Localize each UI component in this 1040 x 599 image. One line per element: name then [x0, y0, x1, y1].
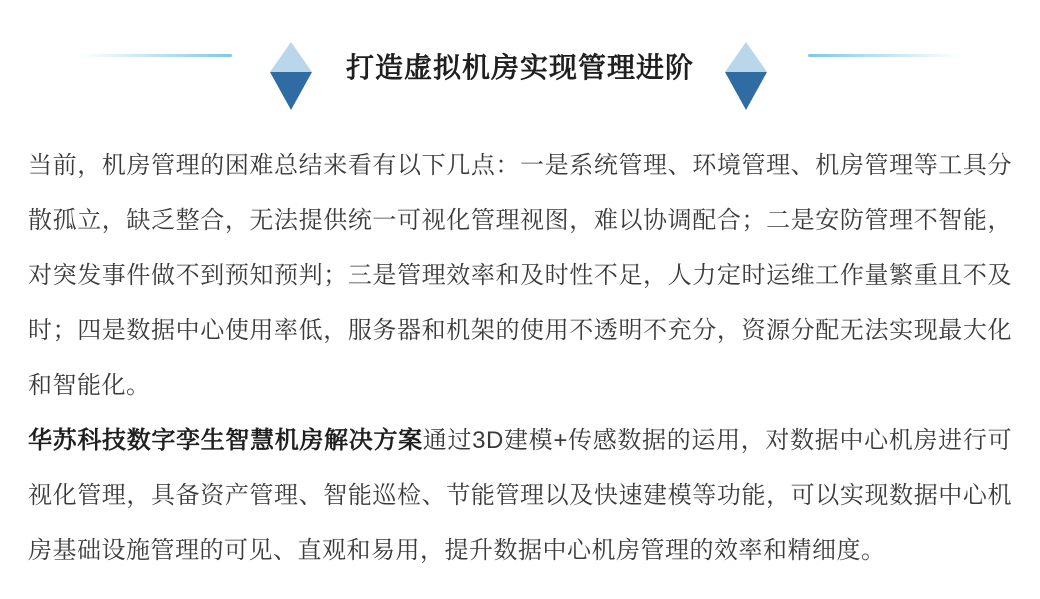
- diamond-bottom-triangle-icon: [725, 72, 767, 110]
- article-header: [0, 0, 1040, 130]
- paragraph-2-bold-lead: 华苏科技数字孪生智慧机房解决方案: [28, 427, 423, 454]
- body-paragraph-1: 当前，机房管理的困难总结来看有以下几点：一是系统管理、环境管理、机房管理等工具分散孤立，缺乏整合，无法提供统一可视化管理视图，难以协调配合；二是安防管理不智能，对突发事件做不到预知预判；三是管理效率和及时性不足，人力定时运维工作量繁重且不及时；四是数据中心使用率低，服务器和机架的使用不透明不充分，资源分配无法实现最大化和智能化。: [28, 152, 1012, 399]
- body-paragraph-2: [28, 413, 1012, 578]
- page-title: 打造虚拟机房实现管理进阶: [345, 52, 694, 83]
- diamond-top-triangle-icon: [725, 42, 767, 72]
- article-body: [28, 138, 1012, 578]
- diamond-icon-right: [725, 42, 767, 110]
- paragraph-2-text: 通过3D建模+传感数据的运用，对数据中心机房进行可视化管理，具备资产管理、智能巡检、节能管理以及快速建模等功能，可以实现数据中心机房基础设施管理的可见、直观和易用，提升数据中心机房管理的效率和精细度。: [28, 427, 1012, 564]
- accent-line-right-icon: [808, 54, 960, 57]
